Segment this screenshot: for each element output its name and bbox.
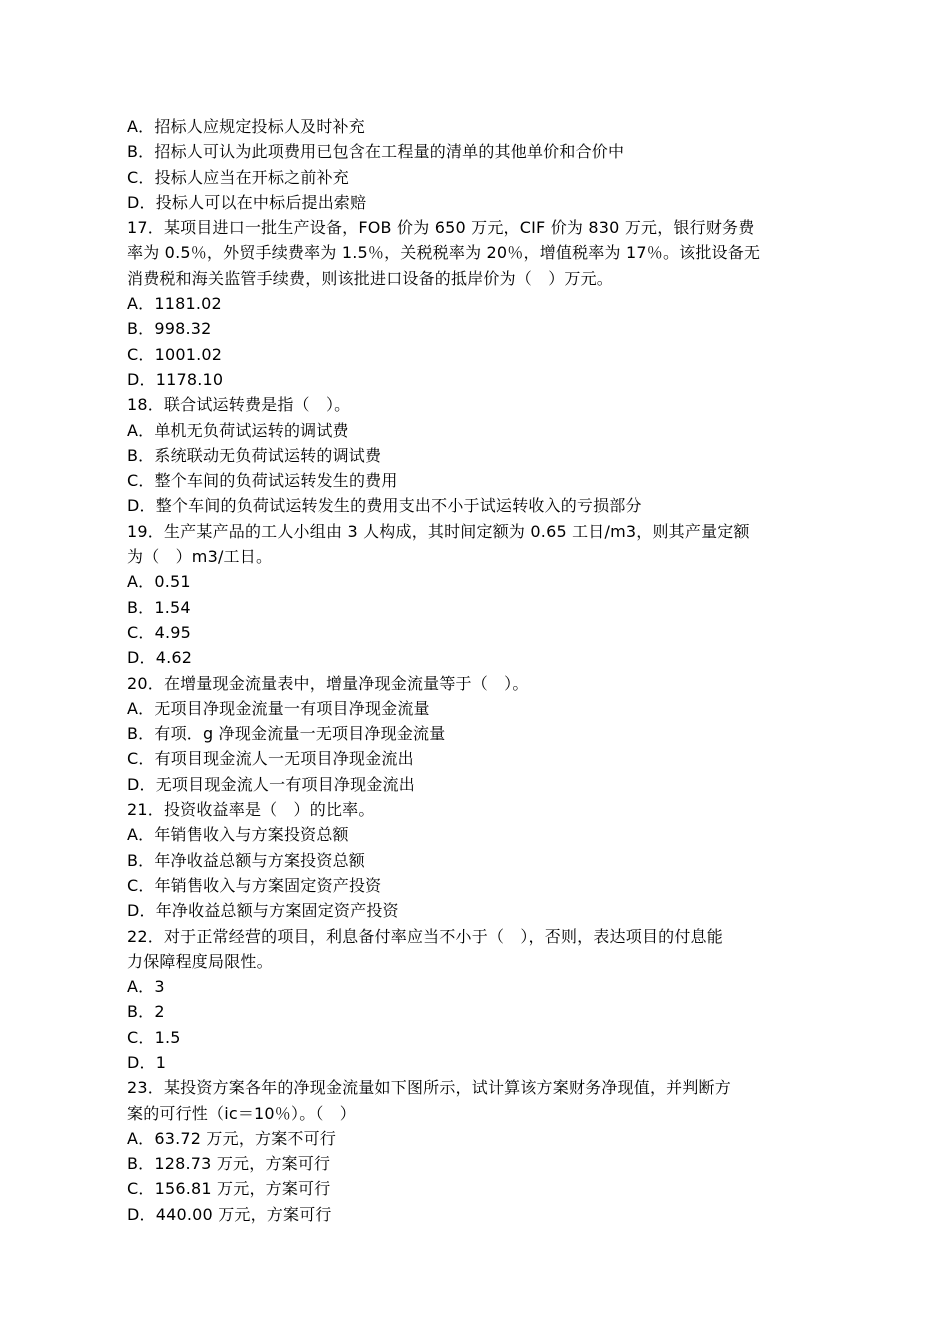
q23-stem-line-2: 案的可行性（ic＝10％）。（ ）: [127, 1103, 357, 1123]
q16-option-c: C．投标人应当在开标之前补充: [127, 167, 349, 187]
q21-option-a: A．年销售收入与方案投资总额: [127, 825, 349, 845]
q18-option-a: A．单机无负荷试运转的调试费: [127, 420, 349, 440]
q18-stem: 18．联合试运转费是指（ ）。: [127, 395, 351, 415]
q20-option-d: D．无项目现金流人一有项目净现金流出: [127, 774, 415, 794]
q18-option-c: C．整个车间的负荷试运转发生的费用: [127, 471, 398, 491]
q19-option-a: A．0.51: [127, 572, 191, 592]
q23-option-c: C．156.81 万元，方案可行: [127, 1179, 331, 1199]
q16-option-d: D．投标人可以在中标后提出索赔: [127, 192, 367, 212]
q21-option-c: C．年销售收入与方案固定资产投资: [127, 875, 382, 895]
q23-option-a: A．63.72 万元，方案不可行: [127, 1128, 337, 1148]
q17-stem-line-1: 17．某项目进口一批生产设备，FOB 价为 650 万元，CIF 价为 830 万元，银行财务费: [127, 218, 755, 238]
q17-option-a: A．1181.02: [127, 294, 222, 314]
q22-option-b: B．2: [127, 1002, 165, 1022]
q17-option-d: D．1178.10: [127, 369, 224, 389]
q16-option-b: B．招标人可认为此项费用已包含在工程量的清单的其他单价和合价中: [127, 142, 625, 162]
q22-option-a: A．3: [127, 977, 165, 997]
q20-option-c: C．有项目现金流人一无项目净现金流出: [127, 749, 414, 769]
q20-stem: 20．在增量现金流量表中，增量净现金流量等于（ ）。: [127, 673, 529, 693]
q17-stem-line-3: 消费税和海关监管手续费，则该批进口设备的抵岸价为（ ）万元。: [127, 268, 614, 288]
q22-stem-line-1: 22．对于正常经营的项目，利息备付率应当不小于（ ），否则，表达项目的付息能: [127, 926, 723, 946]
q17-option-b: B．998.32: [127, 319, 212, 339]
q19-option-c: C．4.95: [127, 622, 191, 642]
q18-option-d: D．整个车间的负荷试运转发生的费用支出不小于试运转收入的亏损部分: [127, 496, 642, 516]
q23-option-d: D．440.00 万元，方案可行: [127, 1204, 332, 1224]
q19-option-b: B．1.54: [127, 597, 191, 617]
q22-option-c: C．1.5: [127, 1027, 181, 1047]
q16-option-a: A．招标人应规定投标人及时补充: [127, 117, 365, 136]
q19-option-d: D．4.62: [127, 648, 193, 668]
q23-stem-line-1: 23．某投资方案各年的净现金流量如下图所示，试计算该方案财务净现值，并判断方: [127, 1078, 731, 1098]
q20-option-a: A．无项目净现金流量一有项目净现金流量: [127, 698, 430, 718]
q21-stem: 21．投资收益率是（ ）的比率。: [127, 800, 375, 820]
q19-stem-line-1: 19．生产某产品的工人小组由 3 人构成，其时间定额为 0.65 工日/m3，则其产量定额: [127, 521, 750, 541]
document-page: [127, 114, 827, 1227]
q18-option-b: B．系统联动无负荷试运转的调试费: [127, 445, 382, 465]
q21-option-b: B．年净收益总额与方案投资总额: [127, 850, 365, 870]
q21-option-d: D．年净收益总额与方案固定资产投资: [127, 901, 399, 921]
q22-stem-line-2: 力保障程度局限性。: [127, 951, 273, 971]
q23-option-b: B．128.73 万元，方案可行: [127, 1154, 331, 1174]
q17-option-c: C．1001.02: [127, 344, 223, 364]
q19-stem-line-2: 为（ ）m3/工日。: [127, 547, 273, 567]
q20-option-b: B．有项．g 净现金流量一无项目净现金流量: [127, 724, 446, 744]
q22-option-d: D．1: [127, 1052, 167, 1072]
q17-stem-line-2: 率为 0.5％，外贸手续费率为 1.5％，关税税率为 20％，增值税率为 17％。该批设备无: [127, 243, 761, 263]
